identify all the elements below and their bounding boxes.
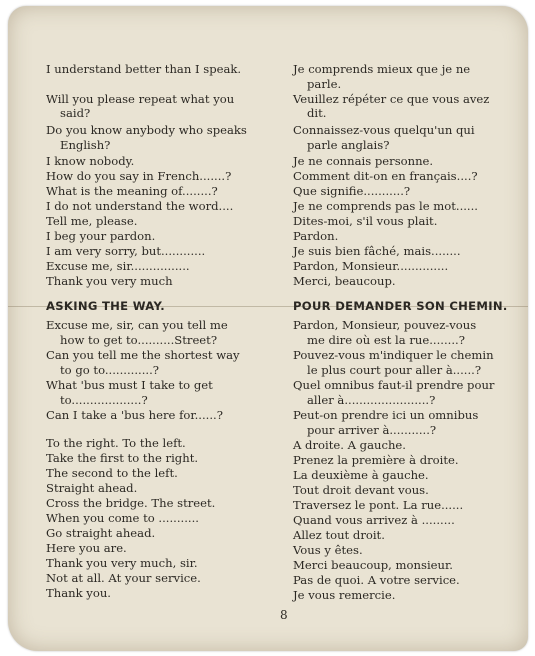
english-phrase-line: Can I take a 'bus here for......? <box>46 408 223 422</box>
french-phrase-line: Veuillez répéter ce que vous avez <box>293 92 490 106</box>
english-phrase-line: I beg your pardon. <box>46 229 156 243</box>
french-phrase-line: Pardon. <box>293 229 339 243</box>
english-phrase-line: Here you are. <box>46 541 127 555</box>
french-phrase-line: Vous y êtes. <box>293 543 363 557</box>
french-phrase-line: Dites-moi, s'il vous plait. <box>293 214 438 228</box>
french-phrase-line: Tout droit devant vous. <box>293 483 429 497</box>
french-phrase-line: parle anglais? <box>307 138 390 152</box>
french-phrase-line: Je comprends mieux que je ne <box>293 62 471 76</box>
english-phrase-line: Cross the bridge. The street. <box>46 496 216 510</box>
french-phrase-line: le plus court pour aller à......? <box>307 363 482 377</box>
french-phrase-line: dit. <box>307 106 327 120</box>
english-phrase-line: Do you know anybody who speaks <box>46 123 247 137</box>
french-phrase-line: Traversez le pont. La rue...... <box>293 498 464 512</box>
english-phrase-line: To the right. To the left. <box>46 436 186 450</box>
french-phrase-line: Prenez la première à droite. <box>293 453 459 467</box>
english-phrase-line: English? <box>60 138 111 152</box>
english-phrase-line: Straight ahead. <box>46 481 138 495</box>
english-phrase-line: Not at all. At your service. <box>46 571 201 585</box>
english-phrase-line: I know nobody. <box>46 154 135 168</box>
french-phrase-line: Quand vous arrivez à ......... <box>293 513 455 527</box>
english-phrase-line: to...................? <box>60 393 148 407</box>
english-phrase-line: I do not understand the word.... <box>46 199 234 213</box>
french-phrase-line: aller à.......................? <box>307 393 436 407</box>
french-section-heading: POUR DEMANDER SON CHEMIN. <box>293 299 508 313</box>
french-phrase-line: Connaissez-vous quelqu'un qui <box>293 123 475 137</box>
french-phrase-line: pour arriver à...........? <box>307 423 437 437</box>
english-phrase-line: Thank you. <box>46 586 111 600</box>
english-phrase-line: How do you say in French.......? <box>46 169 232 183</box>
french-phrase-line: Pas de quoi. A votre service. <box>293 573 460 587</box>
english-phrase-line: Excuse me, sir................ <box>46 259 190 273</box>
english-phrase-line: to go to.............? <box>60 363 159 377</box>
french-phrase-line: Pardon, Monsieur, pouvez-vous <box>293 318 477 332</box>
french-phrase-line: Pardon, Monsieur.............. <box>293 259 449 273</box>
english-section-heading: ASKING THE WAY. <box>46 299 165 313</box>
english-phrase-line: Will you please repeat what you <box>46 92 235 106</box>
page-number: 8 <box>280 608 288 622</box>
english-phrase-line: Take the first to the right. <box>46 451 199 465</box>
english-phrase-line: I am very sorry, but............ <box>46 244 206 258</box>
french-phrase-line: Pouvez-vous m'indiquer le chemin <box>293 348 494 362</box>
english-phrase-line: said? <box>60 106 91 120</box>
french-phrase-line: Comment dit-on en français....? <box>293 169 478 183</box>
french-phrase-line: me dire où est la rue........? <box>307 333 465 347</box>
french-phrase-line: Peut-on prendre ici un omnibus <box>293 408 479 422</box>
english-phrase-line: When you come to ........... <box>46 511 199 525</box>
english-phrase-line: I understand better than I speak. <box>46 62 242 76</box>
french-phrase-line: parle. <box>307 77 342 91</box>
french-phrase-line: Merci beaucoup, monsieur. <box>293 558 453 572</box>
french-phrase-line: A droite. A gauche. <box>293 438 406 452</box>
english-phrase-line: Go straight ahead. <box>46 526 156 540</box>
french-phrase-line: Je ne comprends pas le mot...... <box>293 199 478 213</box>
english-phrase-line: What 'bus must I take to get <box>46 378 213 392</box>
english-phrase-line: What is the meaning of........? <box>46 184 218 198</box>
french-phrase-line: Je ne connais personne. <box>293 154 434 168</box>
english-phrase-line: Thank you very much, sir. <box>46 556 198 570</box>
english-phrase-line: Tell me, please. <box>46 214 138 228</box>
english-phrase-line: Excuse me, sir, can you tell me <box>46 318 228 332</box>
english-phrase-line: The second to the left. <box>46 466 178 480</box>
english-phrase-line: Can you tell me the shortest way <box>46 348 240 362</box>
french-phrase-line: Je suis bien fâché, mais........ <box>293 244 461 258</box>
booklet-page <box>8 6 528 651</box>
english-phrase-line: how to get to..........Street? <box>60 333 218 347</box>
french-phrase-line: Je vous remercie. <box>293 588 396 602</box>
french-phrase-line: Allez tout droit. <box>293 528 385 542</box>
french-phrase-line: Merci, beaucoup. <box>293 274 396 288</box>
french-phrase-line: Quel omnibus faut-il prendre pour <box>293 378 495 392</box>
french-phrase-line: La deuxième à gauche. <box>293 468 429 482</box>
english-phrase-line: Thank you very much <box>46 274 173 288</box>
french-phrase-line: Que signifie...........? <box>293 184 411 198</box>
